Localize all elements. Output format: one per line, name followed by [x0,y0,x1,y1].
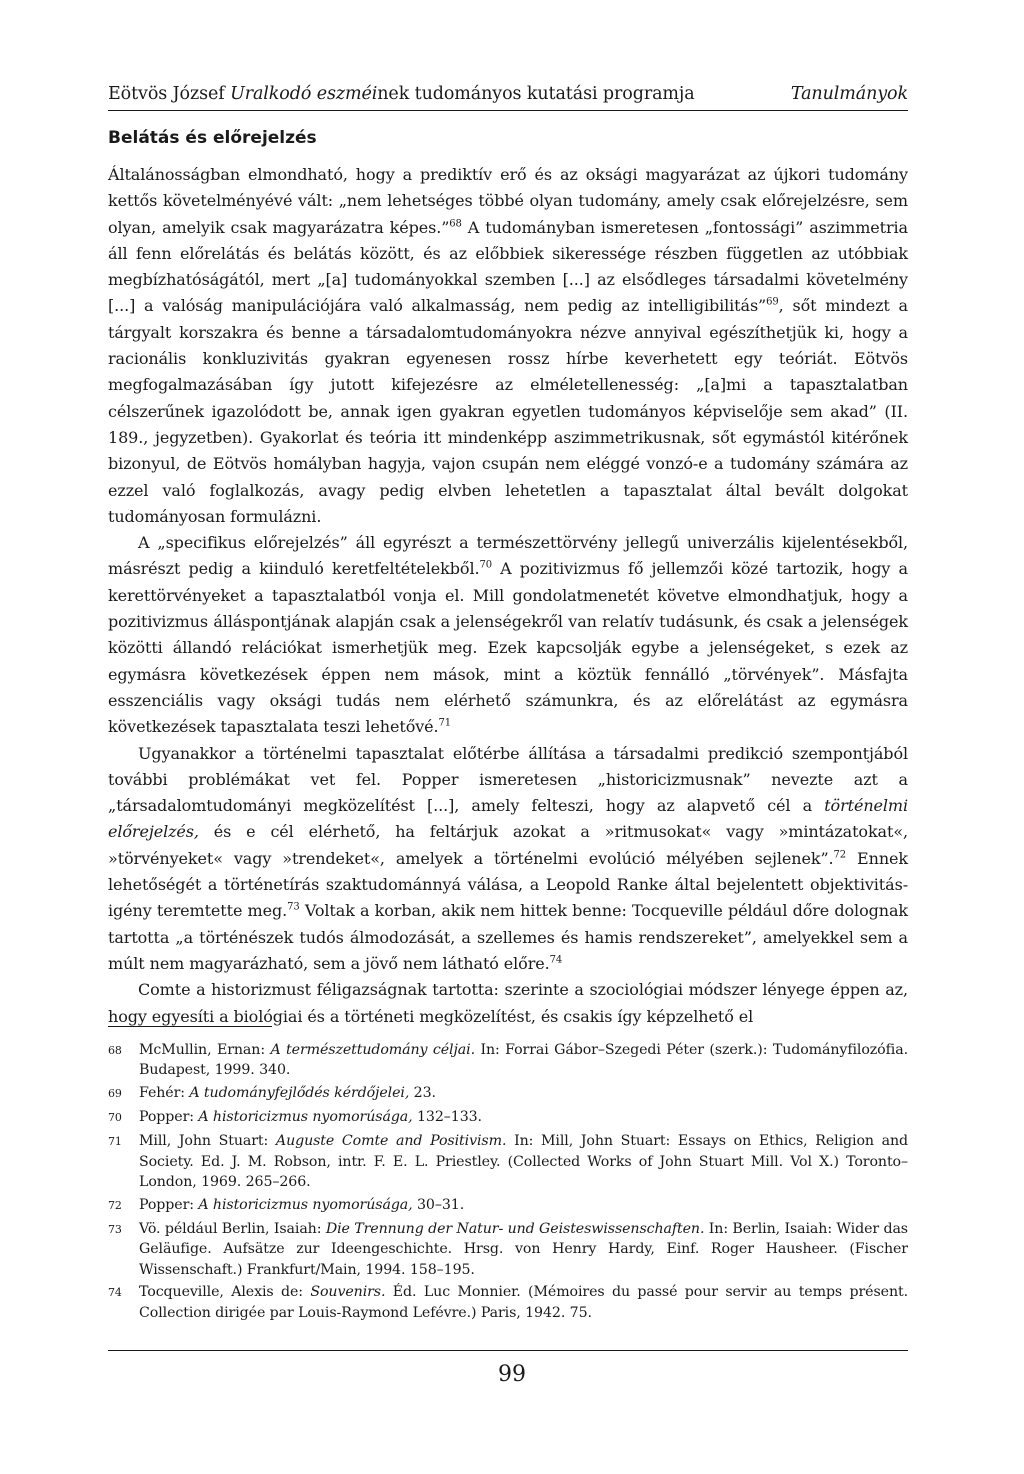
footnote-text: Tocqueville, Alexis de: Souvenirs. Éd. Luc Monnier. (Mémoires du passé pour servir au temps présent. Collection dirigée par Louis-Raymond Lefévre.) Paris, 1942. 75. [139,1284,908,1321]
footnote-ref[interactable]: 74 [549,954,563,966]
footnote [108,1107,908,1128]
running-header [108,84,908,111]
footnote [108,1195,908,1216]
footnote-text: Fehér: A tudományfejlődés kérdőjelei, 23. [139,1085,436,1102]
footnote [108,1282,908,1323]
paragraph-3: Ugyanakkor a történelmi tapasztalat előtérbe állítása a társadalmi predikció szempontjából további problémákat vet fel. Popper ismeretesen „historicizmusnak” nevezte azt a „társadalomtudományi megközelítést [...], amely felteszi, hogy az alapvető cél a történelmi előrejelzés, és e cél elérhető, ha feltárjuk azokat a »ritmusokat« vagy »mintázatokat«, »törvényeket« vagy »trendeket«, amelyek a történelmi evolúció mélyében sejlenek”.$^{72}$ Ennek lehetőségét a történetírás szaktudománnyá válása, a Leopold Ranke által bejelentett objektivitás-igény teremtette meg.$^{73}$ Voltak a korban, akik nem hittek benne: Tocqueville például dőre dolognak tartotta „a történészek tudós álmodozását, a szellemes és hamis rendszereket”, amelyekkel sem a múlt nem magyarázható, sem a jövő nem látható előre.$^{74}$ [108,743,908,973]
footnote-number: 74 [108,1286,122,1300]
footnote-ref[interactable]: 70 [479,560,492,572]
footnote-ref[interactable]: 71 [438,717,452,729]
footnote-number: 68 [108,1044,122,1057]
paragraph-1: Általánosságban elmondható, hogy a prediktív erő és az oksági magyarázat az újkori tudomány kettős követelményévé vált: „nem lehetséges többé olyan tudomány, amely csak előrejelzésre, sem olyan, amelyik csak magyarázatra képes.”$^{68}$ A tudományban ismeretesen „fontossági” aszimmetria áll fenn előrelátás és belátás között, és az előbbiek sikeressége részben független az utóbbiak megbízhatóságától, mert „[a] tudományokkal szemben [...] az elsődleges társadalmi követelmény [...] a valóság manipulációjára való alkalmasság, nem pedig az intelligibilitás”$^{69}$, sőt mindezt a tárgyalt korszakra és benne a társadalomtudományokra nézve annyival egészíthetjük ki, hogy a racionális konkluzivitás gyakran egyenesen rossz hírbe keverhetett egy teóriát. Eötvös megfogalmazásában így jutott kifejezésre az elméletellenesség: „[a]mi a tapasztalatban célszerűnek igazolódott be, annak igen gyakran egyetlen tudományos képviselője sem akad” (II. 189., jegyzetben). Gyakorlat és teória itt mindenképp aszimmetrikusnak, sőt egymástól kitérőnek bizonyul, de Eötvös homályban hagyja, vajon csupán nem eléggé vonzó-e a tudomány számára az ezzel való foglalkozás, avagy pedig elvben lehetetlen a tapasztalat által bevált dolgokat tudományosan formulázni. [108,165,908,526]
footnote-separator [108,1026,272,1027]
body-text [108,162,908,1030]
footnote-number: 70 [108,1111,122,1125]
footnote-number: 73 [108,1222,122,1236]
footnote-ref[interactable]: 69 [766,297,779,309]
footnote-number: 69 [108,1087,122,1101]
section-title: Belátás és előrejelzés [108,128,317,148]
footnote-text: Mill, John Stuart: Auguste Comte and Positivism. In: Mill, John Stuart: Essays on Ethics, Religion and Society. Ed. J. M. Robson, intr. F. E. L. Priestley. (Collected Works of John Stuart Mill. Vol X.) Toronto–London, 1969. 265–266. [139,1133,909,1190]
header-section: Tanulmányok [790,84,908,104]
footnote-text: Vö. például Berlin, Isaiah: Die Trennung der Natur- und Geisteswissenschaften. In: Berlin, Isaiah: Wider das Geläufige. Aufsätze zur Ideengeschichte. Hrsg. von Henry Hardy, Einf. Roger Hausheer. (Fischer Wissenschaft.) Frankfurt/Main, 1994. 158–195. [139,1220,908,1278]
footnote [108,1083,908,1104]
footnote-number: 71 [108,1135,122,1149]
footnote-text: Popper: A historicizmus nyomorúsága, 132–133. [139,1109,482,1126]
bottom-rule [108,1350,908,1351]
paragraph-2: A „specifikus előrejelzés” áll egyrészt a természettörvény jellegű univerzális kijelentésekből, másrészt pedig a kiinduló keretfeltételekből.$^{70}$ A pozitivizmus fő jellemzői közé tartozik, hogy a kerettörvényeket a tapasztalatból vonja el. Mill gondolatmenetét követve elmondhatjuk, hogy a pozitivizmus álláspontjának alapján csak a jelenségekről van relatív tudásunk, és csak a jelenségek közötti állandó relációkat ismerhetjük meg. Ezek kapcsolják egybe a jelenségeket, s ezek az egymásra következések éppen nem mások, mint a köztük fennálló „törvények”. Másfajta esszenciális vagy oksági tudás nem elérhető számunkra, és az előrelátást az egymásra következések tapasztalata teszi lehetővé.$^{71}$ [108,533,908,737]
page-number: 99 [498,1362,526,1387]
footnote [108,1219,908,1280]
footnote-ref[interactable]: 68 [449,218,462,230]
footnote-text: Popper: A historicizmus nyomorúsága, 30–31. [139,1196,465,1213]
footnote [108,1040,908,1081]
footnote-ref[interactable]: 72 [833,849,847,861]
footnote-text: McMullin, Ernan: A természettudomány céljai. In: Forrai Gábor–Szegedi Péter (szerk.): Tudományfilozófia. Budapest, 1999. 340. [139,1042,908,1079]
footnote [108,1131,908,1192]
footnote-number: 72 [108,1198,122,1212]
footnote-ref[interactable]: 73 [287,901,300,913]
footnotes [108,1040,908,1326]
header-left: Eötvös József Uralkodó eszméinek tudományos kutatási programja [108,84,695,104]
paragraph-4: Comte a historizmust féligazságnak tartotta: szerinte a szociológiai módszer lényege éppen az, hogy egyesíti a biológiai és a történeti megközelítést, és csakis így képzelhető el [108,980,908,1026]
